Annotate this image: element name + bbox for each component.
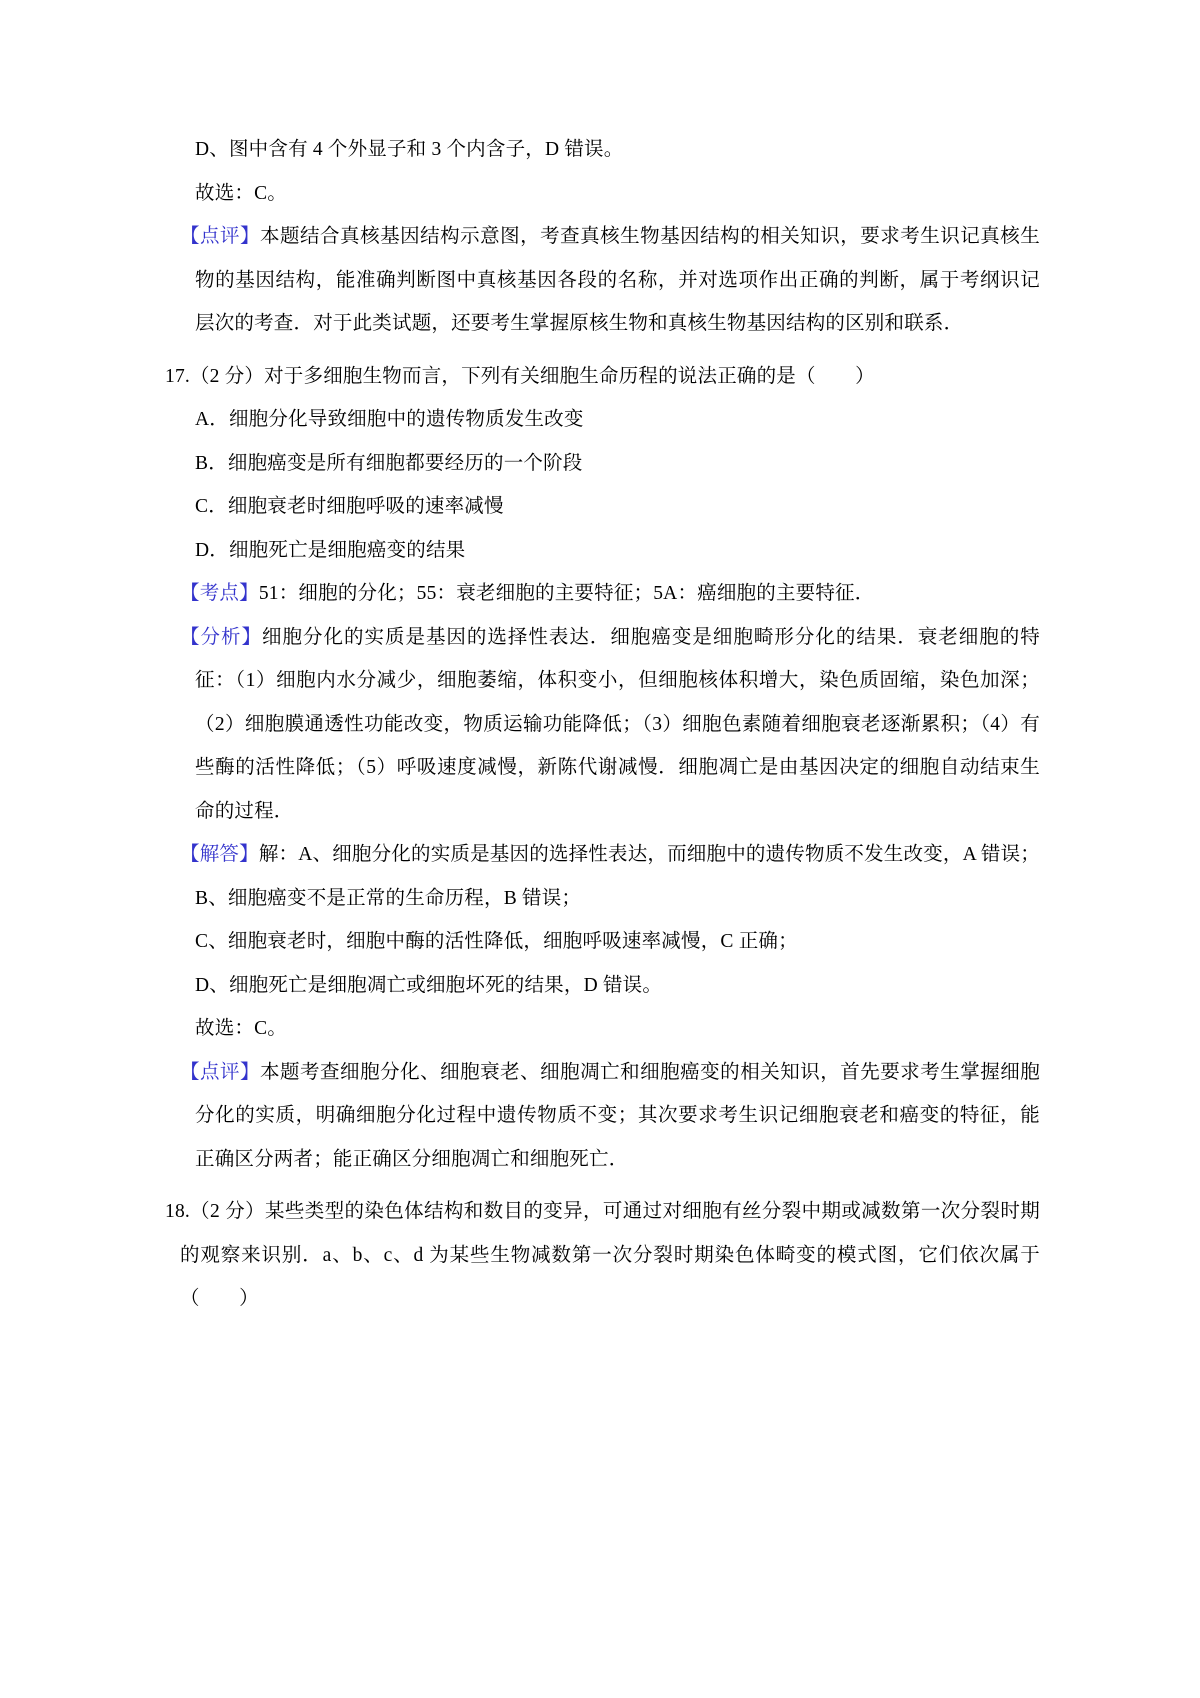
exam-points-text: 51：细胞的分化；55：衰老细胞的主要特征；5A：癌细胞的主要特征．: [258, 583, 875, 604]
comment-text: 本题结合真核基因结构示意图，考查真核生物基因结构的相关知识，要求考生识记真核生物的基因结构，能准确判断图中真核基因各段的名称，并对选项作出正确的判断，属于考纲识记层次的考查．对于此类试题，还要考生掌握原核生物和真核生物基因结构的区别和联系．: [195, 226, 1040, 334]
question-17-option-c: C．细胞衰老时细胞呼吸的速率减慢: [195, 496, 504, 517]
solution-line-c: C、细胞衰老时，细胞中酶的活性降低，细胞呼吸速率减慢，C 正确；: [195, 931, 798, 952]
answer-conclusion-1: 故选：C。: [195, 182, 288, 204]
exam-points-paragraph: [180, 572, 1040, 616]
comment-label-2: 【点评】: [180, 1061, 261, 1083]
analysis-text: 细胞分化的实质是基因的选择性表达．细胞癌变是细胞畸形分化的结果．衰老细胞的特征：（1）细胞内水分减少，细胞萎缩，体积变小，但细胞核体积增大，染色质固缩，染色加深；（2）细胞膜通透性功能改变，物质运输功能降低；（3）细胞色素随着细胞衰老逐渐累积；（4）有些酶的活性降低；（5）呼吸速度减慢，新陈代谢减慢．细胞凋亡是由基因决定的细胞自动结束生命的过程．: [195, 626, 1040, 822]
comment-paragraph-1: [180, 215, 1040, 346]
question-17-option-b: B．细胞癌变是所有细胞都要经历的一个阶段: [195, 452, 583, 474]
analysis-label: 【分析】: [180, 626, 262, 648]
solution-label: 【解答】: [180, 844, 259, 865]
solution-text-a: 解：A、细胞分化的实质是基因的选择性表达，而细胞中的遗传物质不发生改变，A 错误；: [258, 844, 1040, 865]
question-17-option-a: A．细胞分化导致细胞中的遗传物质发生改变: [195, 409, 584, 430]
exam-points-label: 【考点】: [180, 583, 259, 604]
answer-conclusion-2: 故选：C。: [195, 1018, 288, 1039]
analysis-paragraph: [180, 616, 1040, 834]
answer-explanation-line-d: D、图中含有 4 个外显子和 3 个内含子，D 错误。: [195, 139, 624, 160]
solution-paragraph: [180, 833, 1040, 877]
solution-line-d: D、细胞死亡是细胞凋亡或细胞坏死的结果，D 错误。: [195, 974, 663, 996]
solution-line-b: B、细胞癌变不是正常的生命历程，B 错误；: [195, 887, 582, 909]
question-18-stem: 18.（2 分）某些类型的染色体结构和数目的变异，可通过对细胞有丝分裂中期或减数第一次分裂时期的观察来识别．a、b、c、d 为某些生物减数第一次分裂时期染色体畸变的模式图，它们依次属于（ ）: [165, 1201, 1040, 1309]
comment-text-2: 本题考查细胞分化、细胞衰老、细胞凋亡和细胞癌变的相关知识，首先要求考生掌握细胞分化的实质，明确细胞分化过程中遗传物质不变；其次要求考生识记细胞衰老和癌变的特征，能正确区分两者；能正确区分细胞凋亡和细胞死亡．: [195, 1061, 1040, 1170]
comment-paragraph-2: [180, 1051, 1040, 1182]
comment-label: 【点评】: [180, 226, 261, 247]
question-17-option-d: D．细胞死亡是细胞癌变的结果: [195, 539, 466, 561]
question-17-stem: 17.（2 分）对于多细胞生物而言，下列有关细胞生命历程的说法正确的是（ ）: [165, 365, 875, 387]
